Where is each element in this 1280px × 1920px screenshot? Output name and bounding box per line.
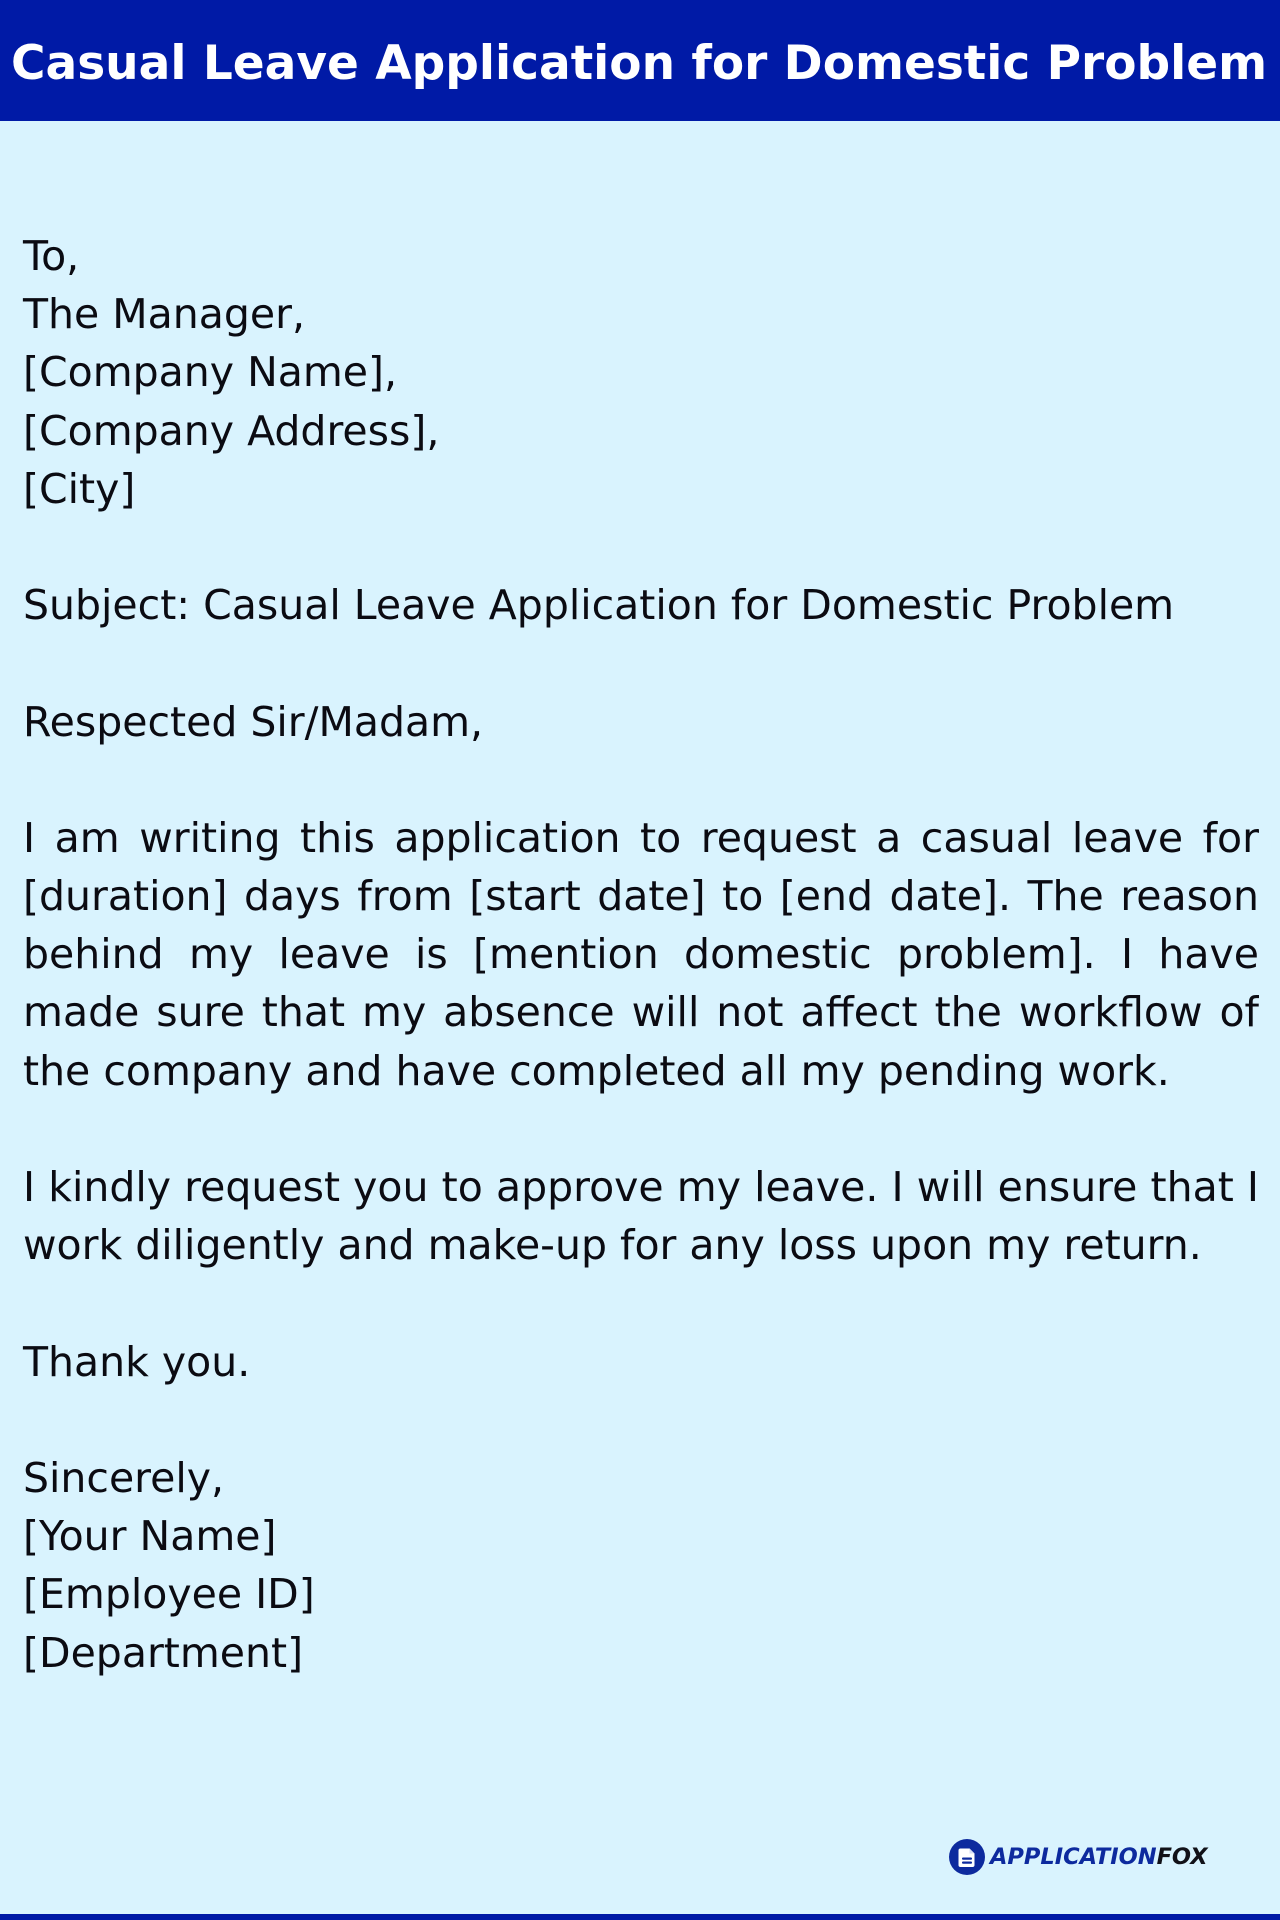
spacer <box>23 751 1259 809</box>
spacer <box>23 518 1259 576</box>
paragraph-line: [duration] days from [start date] to [end date]. The reason <box>23 872 1259 921</box>
paragraph-line: I am writing this application to request a casual leave for <box>23 813 1259 862</box>
header-banner <box>0 0 1280 121</box>
brand-name-part1: APPLICATION <box>990 1844 1157 1870</box>
document-icon <box>949 1839 985 1875</box>
paragraph-line: the company and have completed all my pending work. <box>23 1046 1170 1095</box>
letter-body <box>23 227 1259 1682</box>
recipient-company-address: [Company Address], <box>23 406 440 455</box>
salutation: Respected Sir/Madam, <box>23 697 484 746</box>
signature-department: [Department] <box>23 1628 304 1677</box>
page-title: Casual Leave Application for Domestic Problem <box>11 36 1268 91</box>
signature-employee-id: [Employee ID] <box>23 1570 315 1619</box>
body-paragraph-2 <box>23 1158 1259 1274</box>
recipient-to: To, <box>23 232 80 280</box>
brand-name-part2: FOX <box>1156 1844 1208 1870</box>
spacer <box>23 1391 1259 1449</box>
subject-line: Subject: Casual Leave Application for Domestic Problem <box>23 581 1175 630</box>
paragraph-line: behind my leave is [mention domestic problem]. I have <box>23 930 1259 979</box>
bottom-bar <box>0 1914 1280 1920</box>
signature-name: [Your Name] <box>23 1512 277 1561</box>
closing: Sincerely, <box>23 1453 225 1502</box>
spacer <box>23 1100 1259 1158</box>
spacer <box>23 1274 1259 1332</box>
recipient-title: The Manager, <box>23 290 306 339</box>
body-paragraph-1 <box>23 809 1259 1100</box>
paragraph-line: made sure that my absence will not affect the workflow of <box>23 988 1259 1037</box>
spacer <box>23 634 1259 692</box>
paragraph-line: I kindly request you to approve my leave. I will ensure that I <box>23 1163 1259 1211</box>
recipient-company-name: [Company Name], <box>23 348 398 397</box>
signature-block <box>23 1449 1259 1682</box>
recipient-block <box>23 227 1259 518</box>
thanks-line: Thank you. <box>23 1337 251 1386</box>
recipient-city: [City] <box>23 464 136 513</box>
paragraph-line: work diligently and make-up for any loss upon my return. <box>23 1221 1202 1270</box>
brand-name <box>990 1839 1208 1875</box>
brand-logo <box>949 1839 1208 1875</box>
